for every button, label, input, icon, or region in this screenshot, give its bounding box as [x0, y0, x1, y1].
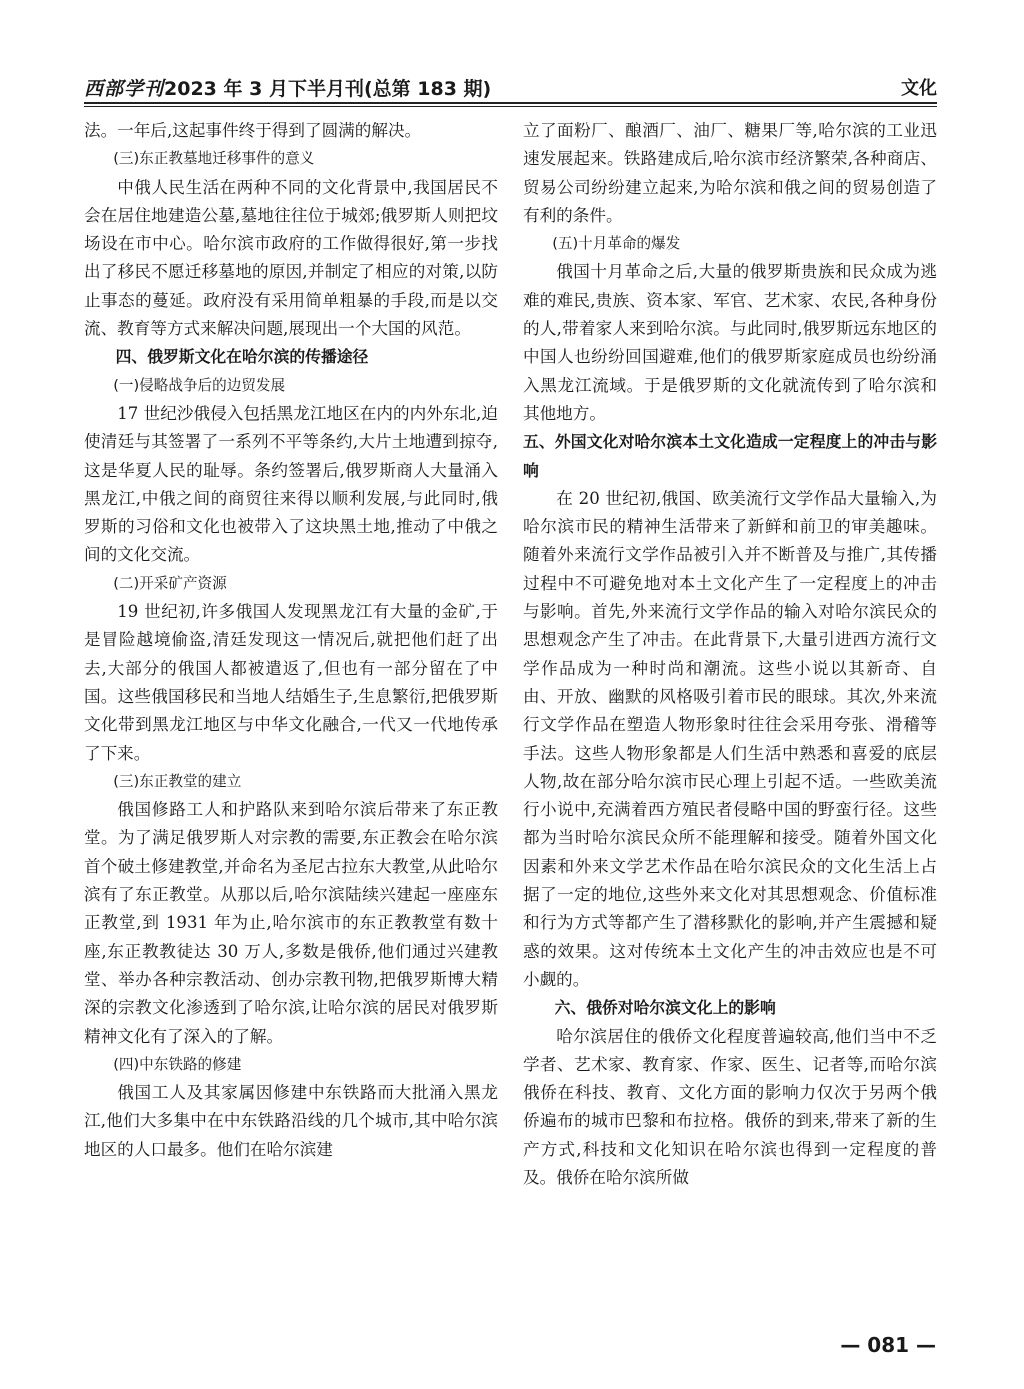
- body-paragraph: 俄国修路工人和护路队来到哈尔滨后带来了东正教堂。为了满足俄罗斯人对宗教的需要,东正教会在哈尔滨首个破土修建教堂,并命名为圣尼古拉东大教堂,从此哈尔滨有了东正教堂。从那以后,哈尔滨陆续兴建起一座座东正教堂,到 1931 年为止,哈尔滨市的东正教教堂有数十座,东正教教徒达 30 万人,多数是俄侨,他们通过兴建教堂、举办各种宗教活动、创办宗教刊物,把俄罗斯博大精深的宗教文化渗透到了哈尔滨,让哈尔滨的居民对俄罗斯精神文化有了深入的了解。: [84, 800, 498, 1046]
- journal-logo: 西部学刊: [84, 78, 165, 100]
- header-rule-thin: [84, 106, 937, 107]
- subsection-heading: (三)东正教墓地迁移事件的意义: [113, 150, 315, 168]
- section-label: 文化: [901, 78, 937, 99]
- left-column: [84, 117, 498, 1164]
- journal-issue: 2023 年 3 月下半月刊(总第 183 期): [164, 78, 492, 100]
- right-column: [523, 117, 937, 1192]
- body-paragraph: 哈尔滨居住的俄侨文化程度普遍较高,他们当中不乏学者、艺术家、教育家、作家、医生、记者等,而哈尔滨俄侨在科技、教育、文化方面的影响力仅次于另两个俄侨遍布的城市巴黎和布拉格。俄侨的到来,带来了新的生产方式,科技和文化知识在哈尔滨也得到一定程度的普及。俄侨在哈尔滨所做: [523, 1026, 937, 1187]
- journal-title: [84, 74, 491, 101]
- body-paragraph: 俄国十月革命之后,大量的俄罗斯贵族和民众成为逃难的难民,贵族、资本家、军官、艺术家、农民,各种身份的人,带着家人来到哈尔滨。与此同时,俄罗斯远东地区的中国人也纷纷回国避难,他们的俄罗斯家庭成员也纷纷涌入黑龙江流域。于是俄罗斯的文化就流传到了哈尔滨和其他地方。: [523, 262, 937, 423]
- header-rule-thick: [84, 102, 937, 104]
- continued-paragraph: 法。一年后,这起事件终于得到了圆满的解决。: [84, 121, 422, 140]
- body-paragraph: 17 世纪沙俄侵入包括黑龙江地区在内的内外东北,迫使清廷与其签署了一系列不平等条约,大片土地遭到掠夺,这是华夏人民的耻辱。条约签署后,俄罗斯商人大量涌入黑龙江,中俄之间的商贸往来得以顺利发展,与此同时,俄罗斯的习俗和文化也被带入了这块黑土地,推动了中俄之间的文化交流。: [84, 403, 498, 565]
- section-heading: 六、俄侨对哈尔滨文化上的影响: [554, 998, 776, 1018]
- subsection-heading: (一)侵略战争后的边贸发展: [113, 376, 286, 394]
- body-paragraph: 俄国工人及其家属因修建中东铁路而大批涌入黑龙江,他们大多集中在中东铁路沿线的几个城市,其中哈尔滨地区的人口最多。他们在哈尔滨建: [84, 1083, 498, 1159]
- continued-paragraph: 立了面粉厂、酿酒厂、油厂、糖果厂等,哈尔滨的工业迅速发展起来。铁路建成后,哈尔滨市经济繁荣,各种商店、贸易公司纷纷建立起来,为哈尔滨和俄之间的贸易创造了有利的条件。: [523, 121, 937, 225]
- subsection-heading: (四)中东铁路的修建: [113, 1055, 242, 1073]
- page-number: — 081 —: [840, 1333, 936, 1357]
- subsection-heading: (五)十月革命的爆发: [552, 235, 681, 253]
- section-heading: 五、外国文化对哈尔滨本土文化造成一定程度上的冲击与影响: [523, 432, 937, 480]
- body-paragraph: 19 世纪初,许多俄国人发现黑龙江有大量的金矿,于是冒险越境偷盗,清廷发现这一情况后,就把他们赶了出去,大部分的俄国人都被遣返了,但也有一部分留在了中国。这些俄国移民和当地人结婚生子,生息繁衍,把俄罗斯文化带到黑龙江地区与中华文化融合,一代又一代地传承了下来。: [84, 602, 498, 763]
- body-paragraph: 中俄人民生活在两种不同的文化背景中,我国居民不会在居住地建造公墓,墓地往往位于城郊;俄罗斯人则把坟场设在市中心。哈尔滨市政府的工作做得很好,第一步找出了移民不愿迁移墓地的原因,并制定了相应的对策,以防止事态的蔓延。政府没有采用简单粗暴的手段,而是以交流、教育等方式来解决问题,展现出一个大国的风范。: [84, 177, 498, 339]
- subsection-heading: (三)东正教堂的建立: [113, 772, 242, 790]
- section-heading: 四、俄罗斯文化在哈尔滨的传播途径: [115, 347, 369, 367]
- body-paragraph: 在 20 世纪初,俄国、欧美流行文学作品大量输入,为哈尔滨市民的精神生活带来了新鲜和前卫的审美趣味。随着外来流行文学作品被引入并不断普及与推广,其传播过程中不可避免地对本土文化产生了一定程度上的冲击与影响。首先,外来流行文学作品的输入对哈尔滨民众的思想观念产生了冲击。在此背景下,大量引进西方流行文学作品成为一种时尚和潮流。这些小说以其新奇、自由、开放、幽默的风格吸引着市民的眼球。其次,外来流行文学作品在塑造人物形象时往往会采用夸张、滑稽等手法。这些人物形象都是人们生活中熟悉和喜爱的底层人物,故在部分哈尔滨市民心理上引起不适。一些欧美流行小说中,充满着西方殖民者侵略中国的野蛮行径。这些都为当时哈尔滨民众所不能理解和接受。随着外国文化因素和外来文学艺术作品在哈尔滨民众的文化生活上占据了一定的地位,这些外来文化对其思想观念、价值标准和行为方式等都产生了潜移默化的影响,并产生震撼和疑惑的效果。这对传统本土文化产生的冲击效应也是不可小觑的。: [523, 488, 937, 989]
- subsection-heading: (二)开采矿产资源: [113, 574, 227, 592]
- running-header: [84, 70, 937, 98]
